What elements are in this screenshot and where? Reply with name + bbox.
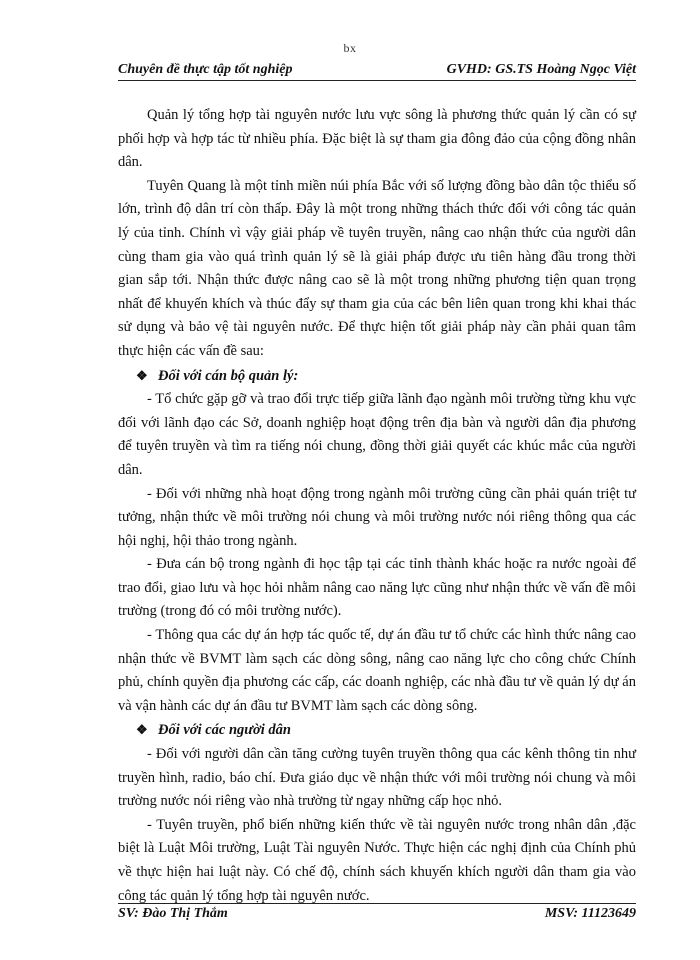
section-heading-text: Đối với cán bộ quản lý: xyxy=(158,367,299,384)
header-title: Chuyên đề thực tập tốt nghiệp xyxy=(118,62,293,77)
list-item: - Thông qua các dự án hợp tác quốc tế, dự án đầu tư tổ chức các hình thức nâng cao nhận thức về BVMT làm sạch các dòng sông, nâng cao năng lực cho công chức Chính phủ, chính quyền địa phương các cấp, các doanh nghiệp, các nhà đầu tư về quản lý dự án và vận hành các dự án đầu tư BVMT làm sạch các dòng sông. xyxy=(118,627,636,714)
section-heading-text: Đối với các người dân xyxy=(158,722,291,739)
page-footer xyxy=(118,903,636,922)
footer-student-id: MSV: 11123649 xyxy=(544,906,636,921)
document-body xyxy=(118,104,636,908)
list-item: - Tổ chức gặp gỡ và trao đổi trực tiếp giữa lãnh đạo ngành môi trường từng khu vực đối với lãnh đạo các Sở, doanh nghiệp hoạt động trên địa bàn và người dân địa phương để tuyên truyền và tìm ra tiếng nói chung, đồng thời giải quyết các khúc mắc của người dân. xyxy=(118,391,636,478)
list-item: - Đối với người dân cần tăng cường tuyên truyền thông qua các kênh thông tin như truyền hình, radio, báo chí. Đưa giáo dục về nhận thức với môi trường nói chung và môi trường nước nói riêng vào nhà trường từ ngay những cấp học nhỏ. xyxy=(118,746,636,810)
page-header xyxy=(118,60,636,81)
paragraph: Tuyên Quang là một tỉnh miền núi phía Bắc với số lượng đồng bào dân tộc thiểu số lớn, trình độ dân trí còn thấp. Đây là một trong những thách thức đối với công tác quản lý của tỉnh. Chính vì vậy giải pháp về tuyên truyền, nâng cao nhận thức của người dân cùng tham gia vào quá trình quản lý sẽ là giải pháp được ưu tiên hàng đầu trong thời gian sắp tới. Nhận thức được nâng cao sẽ là một trong những phương tiện quan trọng nhất để khuyến khích và thúc đẩy sự tham gia của các bên liên quan trong khi khai thác sử dụng và bảo vệ tài nguyên nước. Để thực hiện tốt giải pháp này cần phải quan tâm thực hiện các vấn đề sau: xyxy=(118,177,636,359)
header-mark: bx xyxy=(343,41,357,55)
footer-student: SV: Đào Thị Thắm xyxy=(118,906,228,921)
section-heading xyxy=(118,364,636,389)
paragraph: Quản lý tổng hợp tài nguyên nước lưu vực sông là phương thức quản lý cần có sự phối hợp và hợp tác từ nhiều phía. Đặc biệt là sự tham gia đông đảo của cộng đồng nhân dân. xyxy=(118,107,636,171)
list-item: - Đối với những nhà hoạt động trong ngành môi trường cũng cần phải quán triệt tư tưởng, nhận thức về môi trường nói chung và môi trường nước nói riêng thông qua các hội nghị, hội thảo trong ngành. xyxy=(118,485,636,549)
section-heading xyxy=(118,718,636,743)
diamond-bullet-icon: ❖ xyxy=(136,367,148,383)
list-item: - Đưa cán bộ trong ngành đi học tập tại các tỉnh thành khác hoặc ra nước ngoài để trao đổi, giao lưu và học hỏi nhằm nâng cao năng lực cũng như nhận thức về vấn đề môi trường (trong đó có môi trường nước). xyxy=(118,556,636,620)
header-advisor: GVHD: GS.TS Hoàng Ngọc Việt xyxy=(446,62,636,77)
list-item: - Tuyên truyền, phổ biến những kiến thức về tài nguyên nước trong nhân dân ,đặc biệt là Luật Môi trường, Luật Tài nguyên Nước. Thực hiện các nghị định của Chính phủ về thực hiện hai luật này. Có chế độ, chính sách khuyến khích người dân tham gia vào công tác quản lý tổng hợp tài nguyên nước. xyxy=(118,816,636,904)
diamond-bullet-icon: ❖ xyxy=(136,722,148,738)
